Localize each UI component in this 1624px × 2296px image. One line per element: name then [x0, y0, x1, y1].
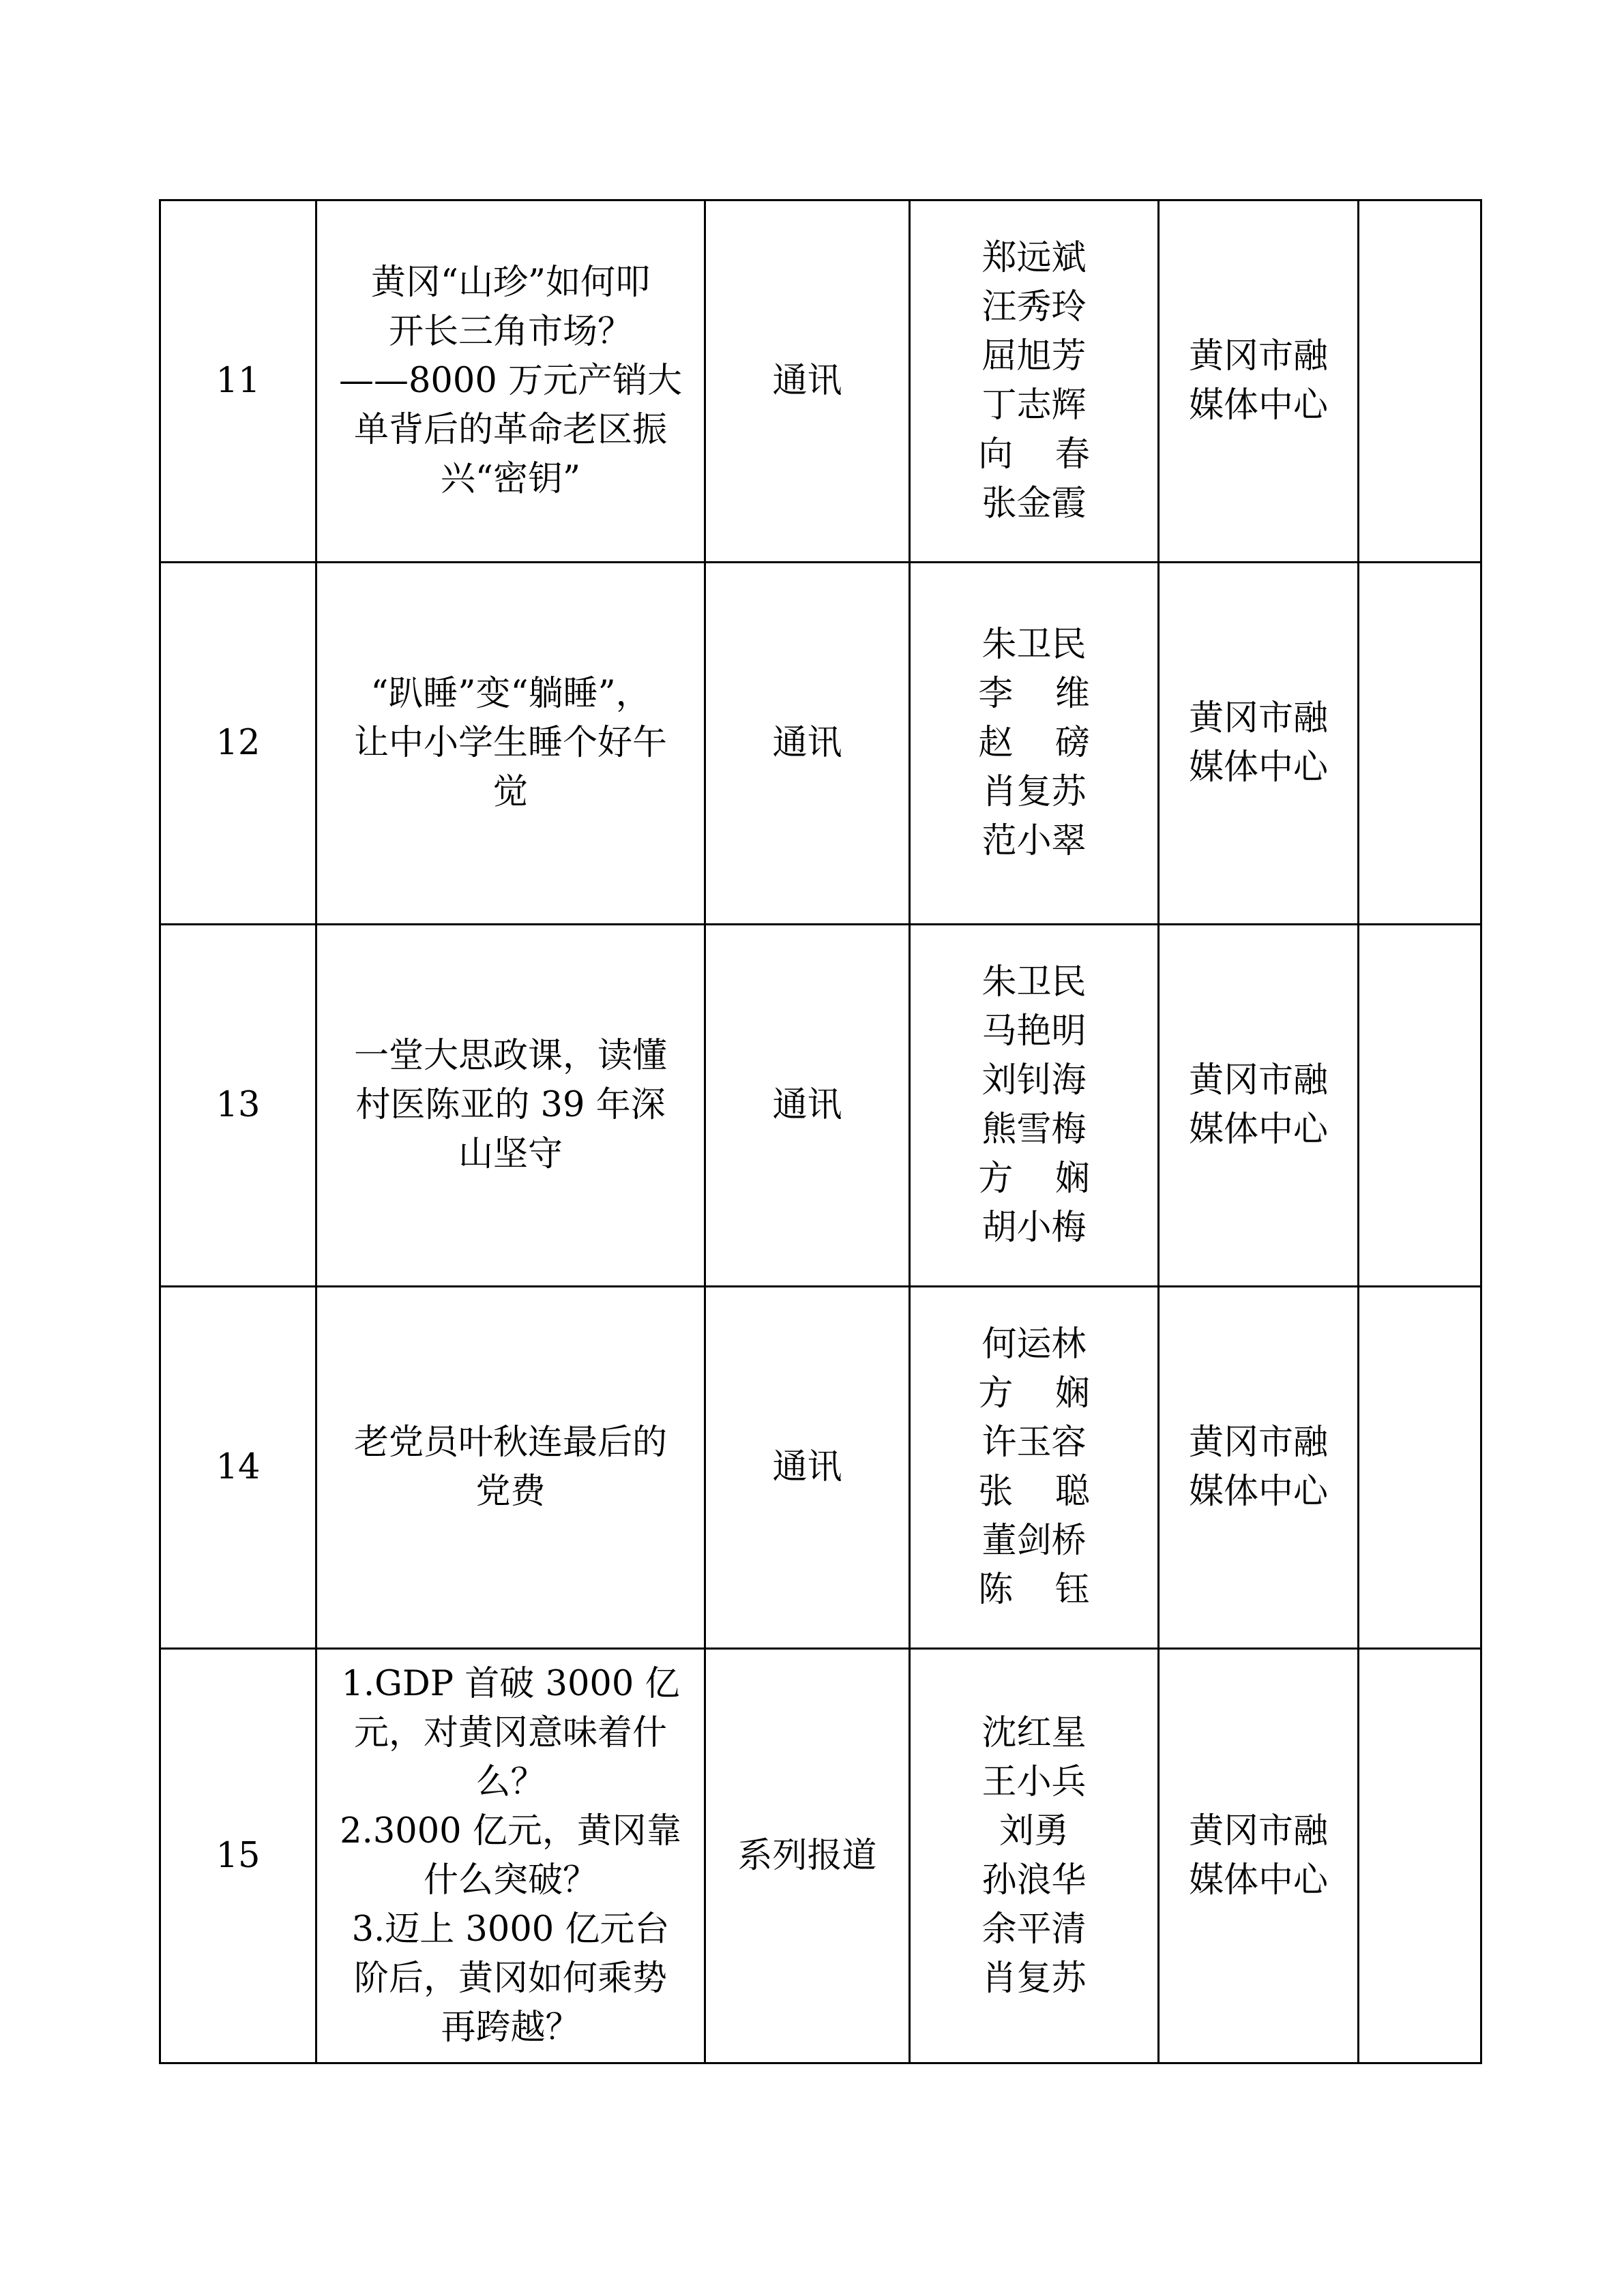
unit-line: 黄冈市融: [1188, 698, 1328, 739]
author-name: 熊雪梅: [981, 1109, 1087, 1150]
entry-authors-cell: [910, 925, 1159, 1287]
entry-type-cell: 通讯: [705, 563, 910, 925]
title-line: 黄冈“山珍”如何叩: [370, 263, 651, 303]
entry-authors-cell: [910, 200, 1159, 563]
entry-title-cell: [316, 1287, 705, 1649]
table-body: [160, 200, 1481, 2063]
entry-type-cell: 系列报道: [705, 1649, 910, 2063]
title-line: 再跨越？: [441, 2007, 580, 2048]
unit-line: 媒体中心: [1188, 1472, 1328, 1512]
author-name: 马艳明: [981, 1011, 1087, 1052]
author-name: 刘勇: [999, 1810, 1069, 1851]
entry-type-cell: 通讯: [705, 1287, 910, 1649]
author-list: [978, 1320, 1089, 1615]
entry-number-cell: 12: [160, 563, 316, 925]
author-name: 屈旭芳: [981, 336, 1087, 376]
entry-title-cell: [316, 563, 705, 925]
entry-extra-cell: [1359, 1287, 1481, 1649]
author-name: 方 娴: [978, 1373, 1090, 1414]
author-name: 沈红星: [981, 1712, 1087, 1753]
entry-extra-cell: [1359, 1649, 1481, 2063]
table-row: [160, 1649, 1481, 2063]
author-name: 汪秀玲: [981, 287, 1087, 327]
entry-number-cell: 11: [160, 200, 316, 563]
author-name: 陈 钰: [978, 1570, 1090, 1610]
unit-line: 媒体中心: [1188, 385, 1328, 426]
author-name: 李 维: [978, 674, 1090, 714]
unit-line: 黄冈市融: [1188, 336, 1328, 376]
entry-number-cell: 15: [160, 1649, 316, 2063]
entry-authors-cell: [910, 563, 1159, 925]
entry-extra-cell: [1359, 925, 1481, 1287]
author-name: 丁志辉: [981, 385, 1087, 426]
title-line: “趴睡”变“躺睡”，: [370, 674, 651, 714]
unit-line: 媒体中心: [1188, 747, 1328, 788]
title-line: 兴“密钥”: [440, 459, 581, 499]
entry-unit-cell: [1159, 925, 1359, 1287]
author-name: 肖复苏: [981, 1958, 1087, 1999]
entry-authors-cell: [910, 1649, 1159, 2063]
author-name: 王小兵: [981, 1761, 1087, 1802]
award-entries-table: [159, 199, 1482, 2064]
author-name: 许玉容: [981, 1422, 1087, 1463]
entry-title-cell: [316, 1649, 705, 2063]
author-name: 赵 磅: [978, 723, 1090, 763]
author-name: 何运林: [981, 1324, 1087, 1365]
title-line: 什么突破？: [423, 1860, 597, 1900]
title-line: 让中小学生睡个好午: [353, 723, 667, 763]
unit-line: 黄冈市融: [1188, 1060, 1328, 1101]
entry-authors-cell: [910, 1287, 1159, 1649]
title-line: 山坚守: [458, 1134, 563, 1174]
title-line: 么？: [475, 1761, 546, 1802]
entry-number-cell: 13: [160, 925, 316, 1287]
title-line: 党费: [475, 1472, 546, 1512]
entry-unit-cell: [1159, 200, 1359, 563]
author-list: [978, 958, 1089, 1253]
title-line: 开长三角市场？: [388, 312, 632, 352]
author-name: 刘钊海: [981, 1060, 1087, 1101]
author-name: 郑远斌: [981, 238, 1087, 278]
author-list: [981, 1709, 1086, 2003]
author-name: 方 娴: [978, 1159, 1090, 1199]
author-name: 肖复苏: [981, 772, 1087, 812]
author-list: [978, 621, 1089, 866]
title-line: 村医陈亚的 39 年深: [355, 1085, 666, 1125]
entry-type-cell: 通讯: [705, 925, 910, 1287]
entry-number-cell: 14: [160, 1287, 316, 1649]
author-name: 余平清: [981, 1909, 1087, 1950]
entry-title-cell: [316, 200, 705, 563]
table-row: [160, 563, 1481, 925]
entry-type-cell: 通讯: [705, 200, 910, 563]
author-name: 范小翠: [981, 821, 1087, 861]
title-line: 单背后的革命老区振: [353, 410, 667, 450]
title-line: 3.迈上 3000 亿元台: [351, 1909, 670, 1950]
unit-line: 媒体中心: [1188, 1109, 1328, 1150]
author-name: 朱卫民: [981, 625, 1087, 665]
title-line: 1.GDP 首破 3000 亿: [341, 1663, 680, 1704]
author-name: 朱卫民: [981, 962, 1087, 1002]
title-line: 一堂大思政课，读懂: [353, 1036, 667, 1076]
title-line: 老党员叶秋连最后的: [353, 1422, 667, 1463]
author-name: 孙浪华: [981, 1860, 1087, 1900]
entry-extra-cell: [1359, 200, 1481, 563]
entry-extra-cell: [1359, 563, 1481, 925]
author-name: 张金霞: [981, 483, 1087, 524]
unit-line: 黄冈市融: [1188, 1422, 1328, 1463]
unit-line: 媒体中心: [1188, 1860, 1328, 1900]
author-list: [978, 234, 1089, 528]
title-line: ——8000 万元产销大: [338, 361, 682, 401]
title-line: 2.3000 亿元，黄冈靠: [340, 1810, 681, 1851]
entry-unit-cell: [1159, 1287, 1359, 1649]
table-row: [160, 1287, 1481, 1649]
entry-unit-cell: [1159, 1649, 1359, 2063]
title-line: 觉: [492, 772, 528, 812]
title-line: 阶后，黄冈如何乘势: [353, 1958, 667, 1999]
table-row: [160, 200, 1481, 563]
unit-line: 黄冈市融: [1188, 1810, 1328, 1851]
author-name: 向 春: [978, 434, 1090, 475]
entry-title-cell: [316, 925, 705, 1287]
entry-unit-cell: [1159, 563, 1359, 925]
author-name: 胡小梅: [981, 1208, 1087, 1248]
title-line: 元，对黄冈意味着什: [353, 1712, 667, 1753]
table-row: [160, 925, 1481, 1287]
author-name: 董剑桥: [981, 1521, 1087, 1561]
author-name: 张 聪: [978, 1472, 1090, 1512]
